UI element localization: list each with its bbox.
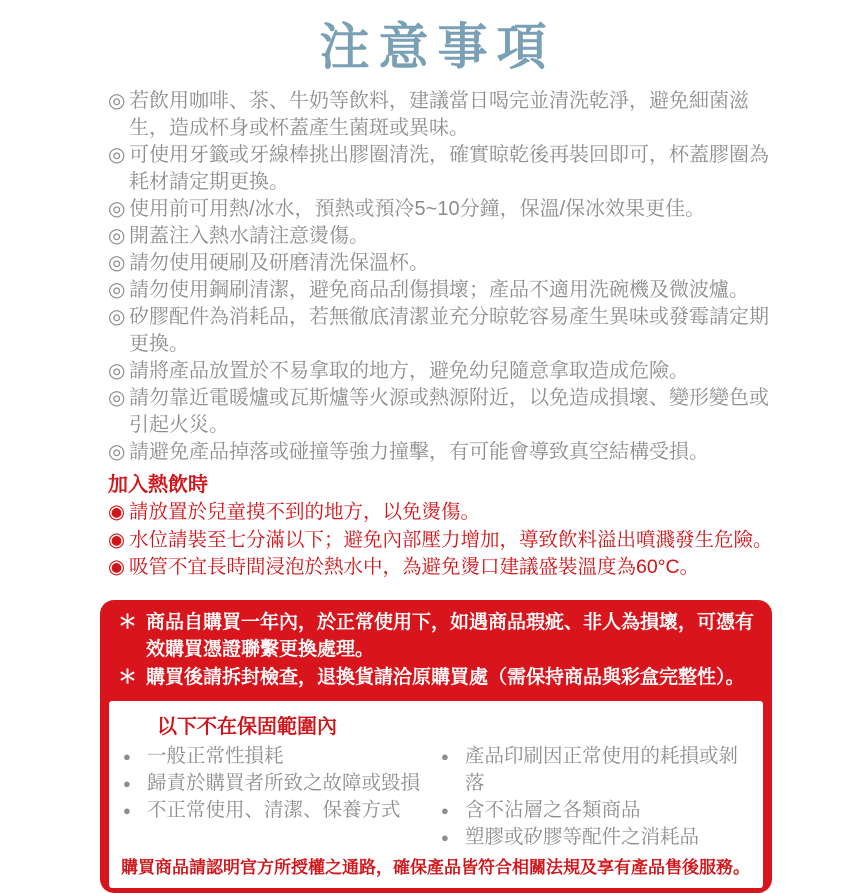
care-notes-list <box>108 88 770 466</box>
dot-bullet-icon: ● <box>441 824 449 851</box>
note-text: 開蓋注入熱水請注意燙傷。 <box>129 225 369 247</box>
list-item <box>438 743 752 797</box>
note-text: 使用前可用熱/冰水，預熱或預冷5~10分鐘，保溫/保冰效果更佳。 <box>129 198 705 220</box>
dot-bullet-icon: ● <box>123 743 131 770</box>
list-item <box>108 250 770 277</box>
list-item <box>108 223 770 250</box>
note-text: 請勿使用硬刷及研磨清洗保溫杯。 <box>129 252 429 274</box>
list-item <box>108 385 770 439</box>
exclusion-text: 不正常使用、清潔、保養方式 <box>147 799 401 821</box>
list-item <box>108 439 770 466</box>
warranty-terms-list <box>100 609 772 692</box>
exclusions-columns <box>120 743 752 851</box>
note-text: 請勿靠近電暖爐或瓦斯爐等火源或熱源附近，以免造成損壞、變形變色或引起火災。 <box>129 387 769 436</box>
note-text: 請將產品放置於不易拿取的地方，避免幼兒隨意拿取造成危險。 <box>129 360 689 382</box>
note-text: 水位請裝至七分滿以下；避免內部壓力增加，導致飲料溢出噴濺發生危險。 <box>129 529 773 551</box>
note-text: 若飲用咖啡、茶、牛奶等飲料，建議當日喝完並清洗乾淨，避免細菌滋生，造成杯身或杯蓋產生菌斑或異味。 <box>129 90 749 139</box>
note-text: 吸管不宜長時間浸泡於熱水中，為避免燙口建議盛裝溫度為60°C。 <box>129 556 699 578</box>
bullseye-bullet-icon: ◎ <box>108 142 125 169</box>
note-text: 請避免產品掉落或碰撞等強力撞擊，有可能會導致真空結構受損。 <box>129 441 709 463</box>
list-item <box>120 743 438 770</box>
warranty-box <box>100 600 772 893</box>
list-item <box>108 196 770 223</box>
list-item <box>108 554 776 582</box>
fisheye-bullet-icon: ◉ <box>108 554 125 582</box>
list-item <box>108 358 770 385</box>
list-item <box>108 527 776 555</box>
bullseye-bullet-icon: ◎ <box>108 358 125 385</box>
list-item <box>118 664 758 692</box>
exclusions-left-column <box>120 743 438 851</box>
list-item <box>108 304 770 358</box>
hot-drinks-heading: 加入熱飲時 <box>108 472 776 499</box>
bullseye-bullet-icon: ◎ <box>108 277 125 304</box>
list-item <box>120 770 438 797</box>
asterisk-icon: ＊ <box>118 664 137 692</box>
list-item <box>108 142 770 196</box>
list-item <box>108 499 776 527</box>
note-text: 矽膠配件為消耗品，若無徹底清潔並充分晾乾容易產生異味或發霉請定期更換。 <box>129 306 769 355</box>
exclusion-text: 塑膠或矽膠等配件之消耗品 <box>465 826 699 848</box>
hot-drinks-list <box>108 499 776 582</box>
official-channel-notice: 購買商品請認明官方所授權之通路，確保產品皆符合相關法規及享有產品售後服務。 <box>121 856 752 880</box>
bullseye-bullet-icon: ◎ <box>108 439 125 466</box>
exclusions-right-column <box>438 743 752 851</box>
fisheye-bullet-icon: ◉ <box>108 527 125 555</box>
note-text: 請放置於兒童摸不到的地方，以免燙傷。 <box>129 501 480 523</box>
list-item <box>438 824 752 851</box>
dot-bullet-icon: ● <box>123 770 131 797</box>
bullseye-bullet-icon: ◎ <box>108 196 125 223</box>
dot-bullet-icon: ● <box>441 743 449 770</box>
product-notice-page <box>0 22 866 888</box>
exclusion-text: 一般正常性損耗 <box>147 745 284 767</box>
exclusion-text: 歸責於購買者所致之故障或毀損 <box>147 772 420 794</box>
dot-bullet-icon: ● <box>441 797 449 824</box>
dot-bullet-icon: ● <box>123 797 131 824</box>
exclusions-title: 以下不在保固範圍內 <box>157 714 752 741</box>
bullseye-bullet-icon: ◎ <box>108 304 125 331</box>
fisheye-bullet-icon: ◉ <box>108 499 125 527</box>
page-title: 注意事項 <box>0 22 866 72</box>
exclusions-panel <box>109 701 763 888</box>
hot-drinks-section <box>108 472 776 582</box>
list-item <box>108 277 770 304</box>
note-text: 可使用牙籤或牙線棒挑出膠圈清洗，確實晾乾後再裝回即可，杯蓋膠圈為耗材請定期更換。 <box>129 144 769 193</box>
exclusion-text: 含不沾層之各類商品 <box>465 799 641 821</box>
term-text: 商品自購買一年內，於正常使用下，如遇商品瑕疵、非人為損壞，可憑有效購買憑證聯繫更換處理。 <box>146 612 754 661</box>
list-item <box>438 797 752 824</box>
exclusion-text: 產品印刷因正常使用的耗損或剝落 <box>465 745 738 794</box>
bullseye-bullet-icon: ◎ <box>108 88 125 115</box>
bullseye-bullet-icon: ◎ <box>108 385 125 412</box>
bullseye-bullet-icon: ◎ <box>108 223 125 250</box>
list-item <box>108 88 770 142</box>
bullseye-bullet-icon: ◎ <box>108 250 125 277</box>
term-text: 購買後請拆封檢查，退換貨請洽原購買處（需保持商品與彩盒完整性）。 <box>146 667 745 688</box>
asterisk-icon: ＊ <box>118 609 137 637</box>
list-item <box>120 797 438 824</box>
note-text: 請勿使用鋼刷清潔，避免商品刮傷損壞；產品不適用洗碗機及微波爐。 <box>129 279 749 301</box>
list-item <box>118 609 758 664</box>
